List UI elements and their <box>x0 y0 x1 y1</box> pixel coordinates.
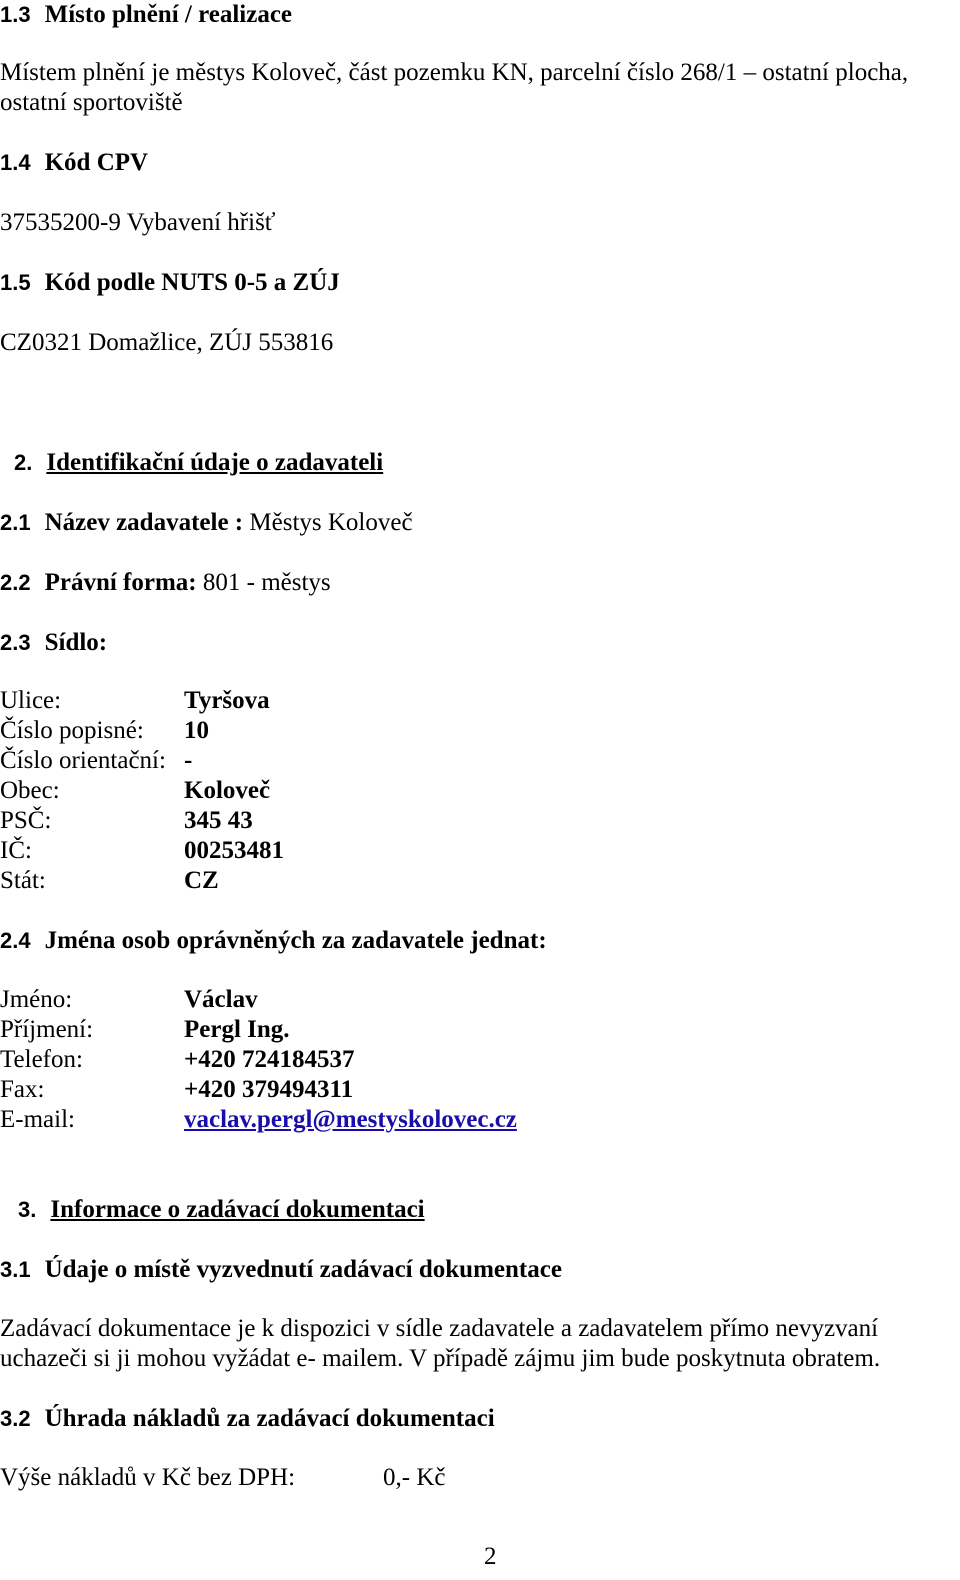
section-title: Jména osob oprávněných za zadavatele jednat: <box>44 927 547 954</box>
section-number: 3. <box>18 1197 37 1222</box>
field-value: Koloveč <box>184 777 271 804</box>
field-label: Stát: <box>0 867 46 894</box>
section-number: 2. <box>14 450 33 475</box>
field-value: Václav <box>184 986 258 1013</box>
field-value: 345 43 <box>184 807 253 834</box>
address-row <box>0 716 209 746</box>
field-label: Fax: <box>0 1076 45 1103</box>
field-label: Číslo orientační: <box>0 747 166 774</box>
section-title: Sídlo: <box>44 629 108 656</box>
field-value: Městys Koloveč <box>243 509 413 536</box>
cost-row <box>0 1463 446 1493</box>
field-label: Ulice: <box>0 687 62 714</box>
field-label: Výše nákladů v Kč bez DPH: <box>0 1464 296 1491</box>
field-value: +420 379494311 <box>184 1076 354 1103</box>
contact-row <box>0 1045 355 1075</box>
contact-row <box>0 1105 517 1135</box>
section-number: 2.1 <box>0 510 31 535</box>
field-label: IČ: <box>0 837 32 864</box>
section-title: Identifikační údaje o zadavateli <box>46 449 384 476</box>
section-title: Informace o zadávací dokumentaci <box>50 1196 425 1223</box>
section-title: Kód podle NUTS 0-5 a ZÚJ <box>44 269 340 296</box>
paragraph-line: Místem plnění je městys Koloveč, část pozemku KN, parcelní číslo 268/1 – ostatní plocha, <box>0 59 909 86</box>
address-row <box>0 866 219 896</box>
field-value: 0,- Kč <box>383 1464 446 1491</box>
heading-2-1 <box>0 508 413 538</box>
paragraph-line: uchazeči si ji mohou vyžádat e- mailem. V případě zájmu jim bude poskytnuta obratem. <box>0 1345 881 1372</box>
field-label: Telefon: <box>0 1046 83 1073</box>
section-number: 3.1 <box>0 1257 31 1282</box>
paragraph-line: ostatní sportoviště <box>0 89 183 116</box>
field-value: CZ <box>184 867 219 894</box>
heading-1-4 <box>0 148 148 178</box>
heading-2-3 <box>0 628 107 658</box>
section-number: 2.2 <box>0 570 31 595</box>
heading-2-2 <box>0 568 331 598</box>
heading-3 <box>18 1195 425 1225</box>
paragraph-line: Zadávací dokumentace je k dispozici v sídle zadavatele a zadavatelem přímo nevyzvaní <box>0 1315 879 1342</box>
field-label: Obec: <box>0 777 60 804</box>
field-value: - <box>184 747 193 774</box>
field-value: 801 - městys <box>196 569 331 596</box>
address-row <box>0 836 284 866</box>
field-value: Tyršova <box>184 687 270 714</box>
heading-3-1 <box>0 1255 562 1285</box>
field-label: PSČ: <box>0 807 52 834</box>
section-title: Kód CPV <box>44 149 149 176</box>
section-title: Úhrada nákladů za zadávací dokumentaci <box>44 1405 495 1432</box>
section-number: 1.5 <box>0 270 31 295</box>
field-label: Název zadavatele : <box>44 509 244 536</box>
email-link[interactable]: vaclav.pergl@mestyskolovec.cz <box>184 1106 517 1133</box>
section-number: 1.4 <box>0 150 31 175</box>
section-number: 1.3 <box>0 2 31 27</box>
field-value: 00253481 <box>184 837 284 864</box>
heading-3-2 <box>0 1404 495 1434</box>
field-value: +420 724184537 <box>184 1046 355 1073</box>
contact-row <box>0 985 258 1015</box>
section-number: 3.2 <box>0 1406 31 1431</box>
address-row <box>0 806 253 836</box>
address-row <box>0 686 270 716</box>
field-label: Jméno: <box>0 986 73 1013</box>
heading-2-4 <box>0 926 547 956</box>
field-label: Číslo popisné: <box>0 717 144 744</box>
contact-row <box>0 1015 290 1045</box>
field-value: Pergl Ing. <box>184 1016 290 1043</box>
section-number: 2.4 <box>0 928 31 953</box>
field-label: Právní forma: <box>44 569 197 596</box>
heading-2 <box>14 448 383 478</box>
section-number: 2.3 <box>0 630 31 655</box>
heading-1-5 <box>0 268 340 298</box>
address-row <box>0 746 193 776</box>
section-title: Údaje o místě vyzvednutí zadávací dokumentace <box>44 1256 562 1283</box>
section-title: Místo plnění / realizace <box>44 1 293 28</box>
heading-1-3 <box>0 0 292 30</box>
field-label: E-mail: <box>0 1106 75 1133</box>
cpv-code-text: 37535200-9 Vybavení hřišť <box>0 209 276 236</box>
contact-row <box>0 1075 354 1105</box>
field-value: 10 <box>184 717 209 744</box>
field-label: Příjmení: <box>0 1016 94 1043</box>
address-row <box>0 776 271 806</box>
page-number: 2 <box>484 1543 497 1570</box>
nuts-code-text: CZ0321 Domažlice, ZÚJ 553816 <box>0 329 334 356</box>
